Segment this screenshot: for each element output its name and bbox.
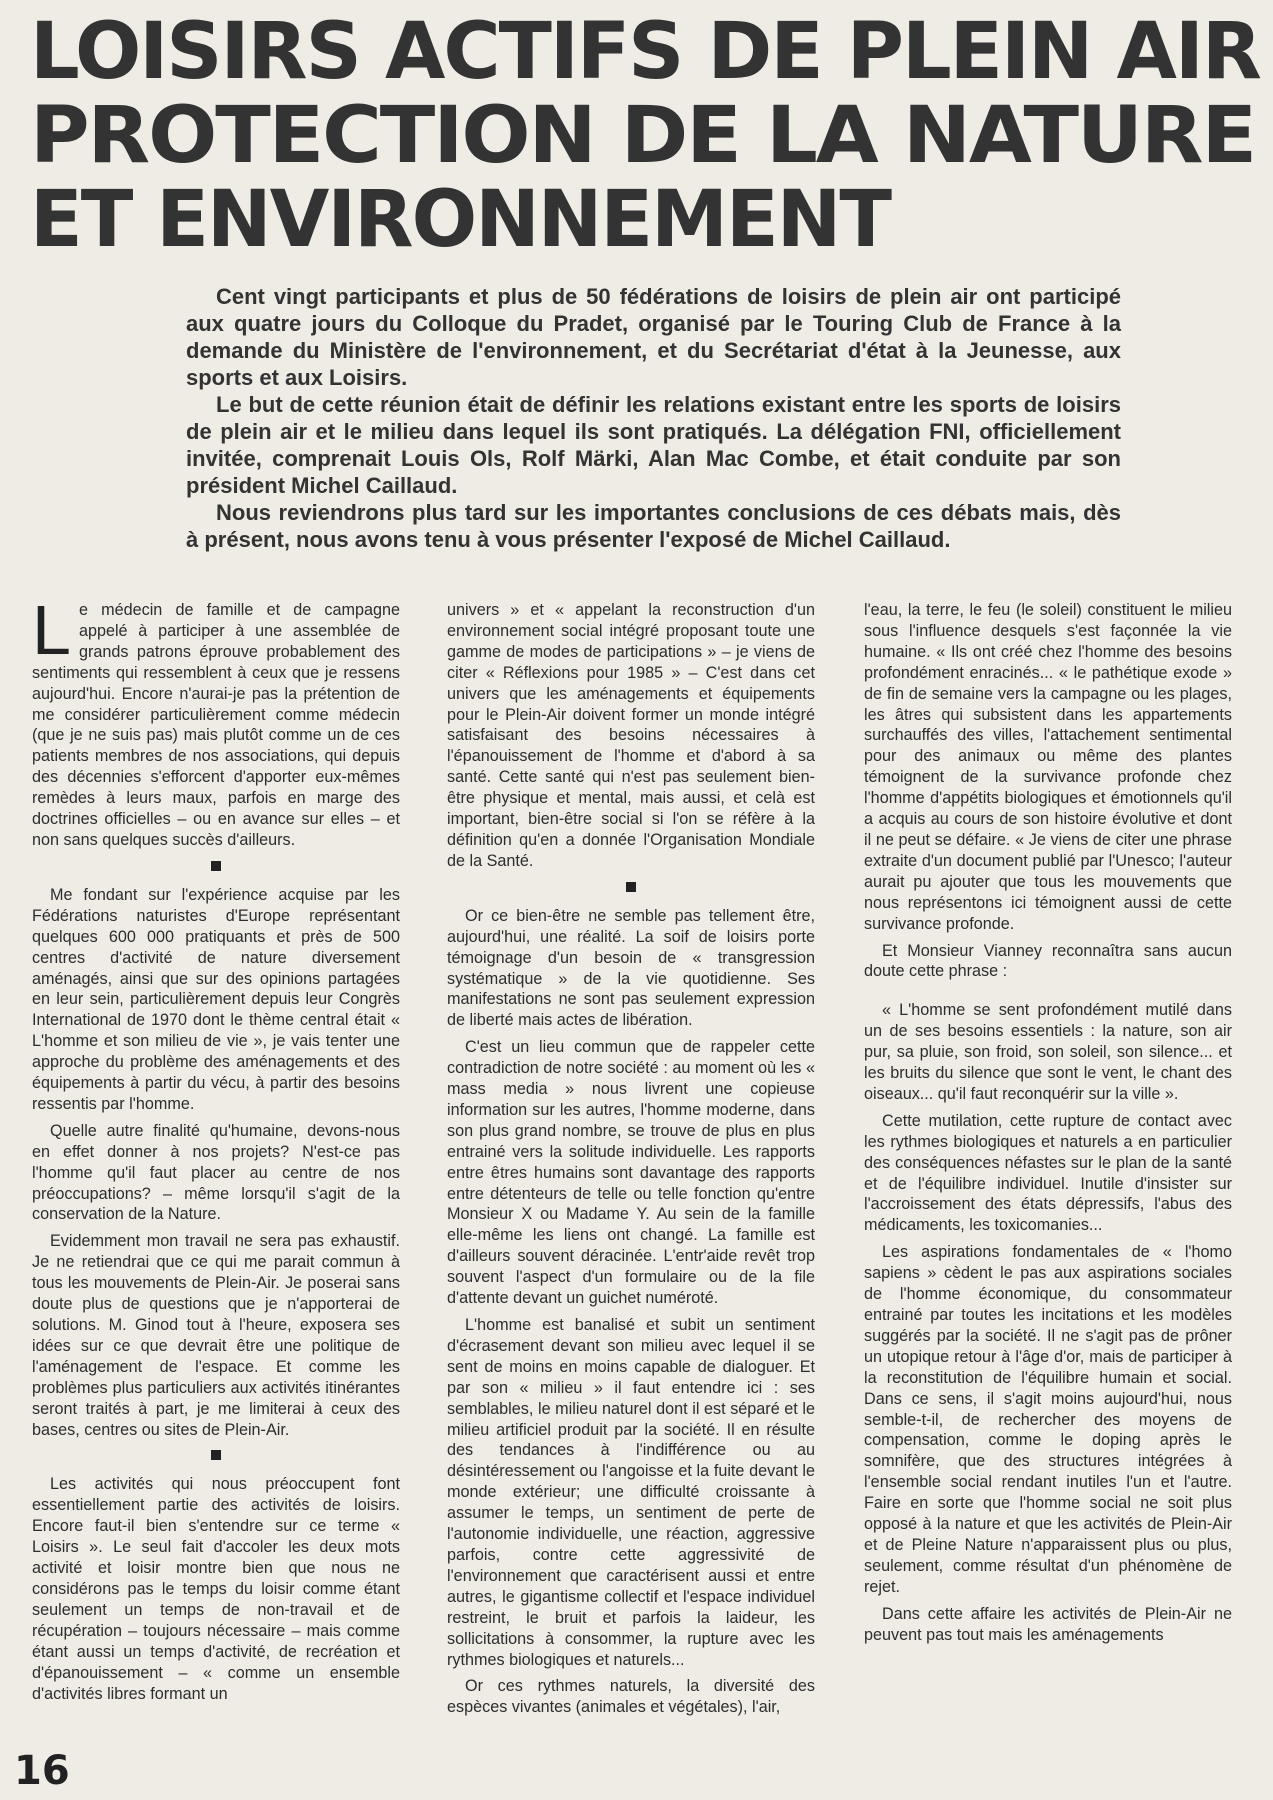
article-paragraph: Cette mutilation, cette rupture de contact avec les rythmes biologiques et naturels a en particulier des conséquences néfastes sur le plan de la santé et de l'équilibre individuel. Inutile d'insister sur l'accroissement des états dépressifs, l'abus des médicaments, les toxicomanies... bbox=[864, 1111, 1232, 1235]
article-paragraph: Or ces rythmes naturels, la diversité des espèces vivantes (animales et végétales), l'air, bbox=[447, 1677, 815, 1717]
article-column-3 bbox=[864, 600, 1232, 1775]
drop-cap: L bbox=[32, 600, 71, 669]
section-separator bbox=[32, 857, 400, 877]
intro-paragraph: Le but de cette réunion était de définir les relations existant entre les sports de loisirs de plein air et le milieu dans lequel ils sont pratiqués. La délégation FNI, officiellement invitée, comprenait Louis Ols, Rolf Märki, Alan Mac Combe, et était conduite par son président Michel Caillaud. bbox=[186, 392, 1121, 498]
square-bullet-icon bbox=[626, 882, 636, 892]
page-number: 16 bbox=[14, 1748, 70, 1794]
article-paragraph: L'homme est banalisé et subit un sentiment d'écrasement devant son milieu avec lequel il se sent de moins en moins capable de dialoguer. Et par son « milieu » il faut entendre ici : ses semblables, le milieu naturel dont il est séparé et le milieu artificiel produit par la société. Il en résulte des tendances à l'indifférence ou au désintéressement ou l'angoisse et la fuite devant le monde extérieur; une difficulté croissante à assumer le temps, un sentiment de perte de l'autonomie individuelle, une réaction, aggressive parfois, contre cette aggressivité de l'environnement que caractérisent aussi et entre autres, le gigantisme collectif et l'espace individuel restreint, le bruit et parfois la laideur, les sollicitations à consommer, la rupture avec les rythmes biologiques et naturels... bbox=[447, 1316, 815, 1669]
square-bullet-icon bbox=[211, 861, 221, 871]
article-paragraph: l'eau, la terre, le feu (le soleil) constituent le milieu sous l'influence desquels s'est façonnée la vie humaine. « Ils ont créé chez l'homme des besoins profondément enracinés... « le pathétique exode » de fin de semaine vers la campagne ou les plages, les âtres qui subsistent dans les appartements surchauffés des villes, l'attachement sentimental pour des animaux ou même des plantes témoignent de la survivance profonde chez l'homme d'appétits biologiques et émotionnels qu'il a acquis au cours de son histoire évolutive et dont il ne peut se défaire. « Je viens de citer une phrase extraite d'un document publié par l'Unesco; l'auteur aurait pu ajouter que tous les mouvements que nous représentons ici témoignent aussi de cette survivance profonde. bbox=[864, 601, 1232, 933]
article-paragraph: Les activités qui nous préoccupent font essentiellement partie des activités de loisirs. Encore faut-il bien s'entendre sur ce terme « Loisirs ». Le seul fait d'accoler les deux mots activité et loisir montre bien que nous ne considérons pas le temps du loisir comme étant seulement un temps de non-travail et de récupération – toujours nécessaire – mais comme étant aussi un temps d'activité, de recréation et d'épanouissement – « comme un ensemble d'activités libres formant un bbox=[32, 1475, 400, 1703]
section-separator bbox=[447, 878, 815, 898]
article-paragraph: C'est un lieu commun que de rappeler cette contradiction de notre société : au moment où les « mass media » nous livrent une copieuse information sur les autres, l'homme moderne, dans son plus grand nombre, se trouve de plus en plus entrainé vers la solitude individuelle. Les rapports entre êtres humains sont davantage des rapports entre détenteurs de telle ou telle fonction qu'entre Monsieur X ou Madame Y. Au sein de la famille elle-même les liens ont changé. La famille est d'ailleurs souvent déracinée. L'entr'aide revêt trop souvent l'aspect d'un formulaire ou de la file d'attente devant un guichet numéroté. bbox=[447, 1038, 815, 1308]
headline-line-3: ET ENVIRONNEMENT bbox=[30, 175, 890, 265]
intro-lead bbox=[186, 283, 1121, 553]
headline-line-1: LOISIRS ACTIFS DE PLEIN AIR bbox=[30, 7, 1260, 97]
article-paragraph bbox=[32, 600, 400, 851]
intro-paragraph: Cent vingt participants et plus de 50 fédérations de loisirs de plein air ont participé aux quatre jours du Colloque du Pradet, organisé par le Touring Club de France à la demande du Ministère de l'environnement, et du Secrétariat d'état à la Jeunesse, aux sports et aux Loisirs. bbox=[186, 284, 1121, 390]
square-bullet-icon bbox=[211, 1450, 221, 1460]
quote-paragraph: « L'homme se sent profondément mutilé dans un de ses besoins essentiels : la nature, son air pur, sa pluie, son froid, son soleil, son silence... et les bruits du silence que sont le vent, le chant des oiseaux... qu'il faut reconquérir sur la ville ». bbox=[864, 1001, 1232, 1103]
article-paragraph: Or ce bien-être ne semble pas tellement être, aujourd'hui, une réalité. La soif de loisirs porte témoignage d'un besoin de « transgression systématique » de la vie quotidienne. Ses manifestations ne sont pas seulement expression de liberté mais actes de libération. bbox=[447, 906, 815, 1030]
article-paragraph: Evidemment mon travail ne sera pas exhaustif. Je ne retiendrai que ce qui me parait commun à tous les mouvements de Plein-Air. Je poserai sans doute plus de questions que je n'apporterai de solutions. M. Ginod tout à l'heure, exposera ses idées sur ce que devrait être une politique de l'aménagement de l'espace. Et comme les problèmes plus particuliers aux activités itinérantes seront traités à part, je me limiterai à ceux des bases, centres ou sites de Plein-Air. bbox=[32, 1232, 400, 1439]
headline bbox=[30, 7, 1265, 265]
section-separator bbox=[32, 1446, 400, 1466]
article-paragraph: Me fondant sur l'expérience acquise par les Fédérations naturistes d'Europe représentant quelques 600 000 pratiquants et près de 500 centres d'activité de nature diversement aménagés, ainsi que sur des opinions partagées en leur sein, particulièrement depuis leur Congrès International de 1970 dont le thème central était « L'homme et son milieu de vie », je vais tenter une approche du problème des aménagements et des équipements à partir du vécu, à partir des besoins ressentis par l'homme. bbox=[32, 885, 400, 1113]
article-paragraph: Dans cette affaire les activités de Plein-Air ne peuvent pas tout mais les aménagements bbox=[864, 1604, 1232, 1644]
article-column-2 bbox=[447, 600, 815, 1775]
article-paragraph: Et Monsieur Vianney reconnaîtra sans aucun doute cette phrase : bbox=[864, 941, 1232, 981]
intro-paragraph: Nous reviendrons plus tard sur les importantes conclusions de ces débats mais, dès à présent, nous avons tenu à vous présenter l'exposé de Michel Caillaud. bbox=[186, 500, 1121, 552]
article-column-1 bbox=[32, 600, 400, 1775]
headline-line-2: PROTECTION DE LA NATURE bbox=[30, 91, 1256, 181]
article-paragraph: Les aspirations fondamentales de « l'homo sapiens » cèdent le pas aux aspirations sociales de l'homme économique, du consommateur entrainé par toutes les incitations et les modèles suggérés par la société. Il ne s'agit pas de prôner un utopique retour à l'âge d'or, mais de participer à la reconstitution de l'équilibre humain et social. Dans ce sens, il s'agit moins aujourd'hui, nous semble-t-il, de rechercher des moyens de compensation, comme le doping après le somnifère, que des structures intégrées à l'ensemble social rendant inutiles l'un et l'autre. Faire en sorte que l'homme social ne soit plus opposé à la nature et que les activités de Plein-Air et de Pleine Nature n'apparaissent plus ou plus, seulement, comme résultat d'un phénomène de rejet. bbox=[864, 1243, 1232, 1596]
article-paragraph: univers » et « appelant la reconstruction d'un environnement social intégré proposant toute une gamme de modes de participations » – je viens de citer « Réflexions pour 1985 » – C'est dans cet univers que les aménagements et équipements pour le Plein-Air doivent former un monde intégré satisfaisant des besoins nécessaires à l'épanouissement de l'homme et d'abord à sa santé. Cette santé qui n'est pas seulement bien-être physique et mental, mais aussi, et celà est important, bien-être social si l'on se réfère à la définition qu'en a donnée l'Organisation Mondiale de la Santé. bbox=[447, 601, 815, 870]
article-paragraph: Quelle autre finalité qu'humaine, devons-nous en effet donner à nos projets? N'est-ce pas l'homme qu'il faut placer au centre de nos préoccupations? – même lorsqu'il s'agit de la conservation de la Nature. bbox=[32, 1121, 400, 1224]
paragraph-text: e médecin de famille et de campagne appelé à participer à une assemblée de grands patrons éprouve probablement des sentiments qui ressemblent à ceux que je ressens aujourd'hui. Encore n'aurai-je pas la prétention de me considérer particulièrement comme médecin (que je ne suis pas) mais plutôt comme un de ces patients membres de nos associations, qui depuis des décennies s'efforcent d'apporter eux-mêmes remèdes à leurs maux, parfois en marge des doctrines officielles – ou en avance sur elles – et non sans quelques succès d'ailleurs. bbox=[32, 601, 400, 849]
